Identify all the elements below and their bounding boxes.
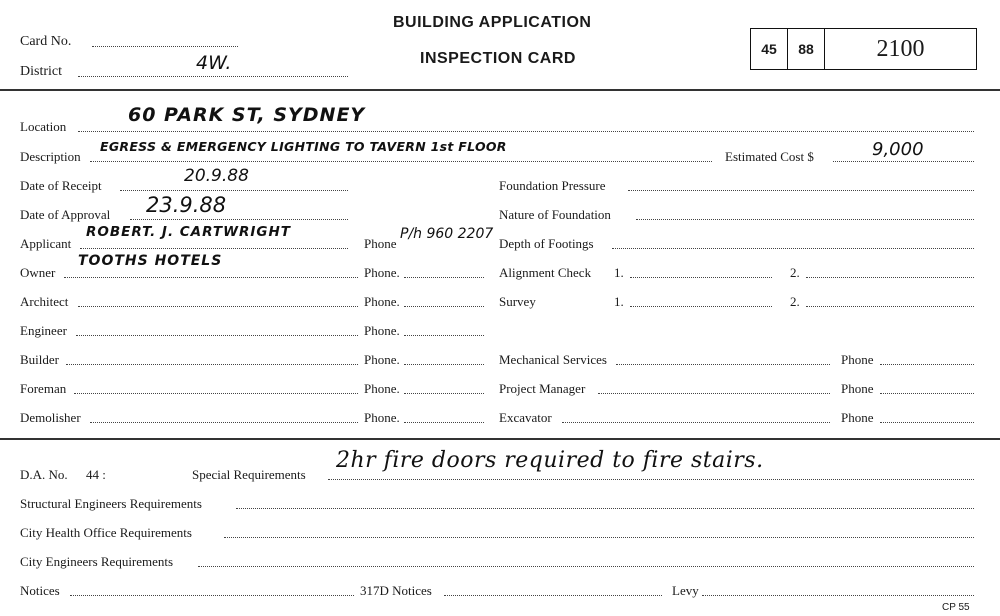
engineer-label: Engineer [20,323,67,338]
builder-phone-field[interactable] [404,364,484,365]
alignment-2-label: 2. [790,265,800,280]
demolisher-phone-label: Phone. [364,410,400,425]
estimated-cost-label: Estimated Cost $ [725,149,814,164]
excavator-field[interactable] [562,422,830,423]
city-engineers-label: City Engineers Requirements [20,554,174,569]
survey-1-label: 1. [614,294,624,309]
applicant-phone-value: P/h 960 2207 [400,226,494,242]
mechanical-label: Mechanical Services [499,352,607,367]
structural-engineers-field[interactable] [236,508,974,509]
mechanical-phone-label: Phone [841,352,874,367]
project-manager-phone-field[interactable] [880,393,974,394]
foundation-pressure-label: Foundation Pressure [499,178,606,193]
special-requirements-value: 2hr fire doors required to fire stairs. [336,448,764,473]
owner-phone-label: Phone. [364,265,400,280]
alignment-check-label: Alignment Check [499,265,592,280]
header-divider [0,89,1000,91]
card-number: 2100 [876,35,925,62]
applicant-field[interactable] [80,248,348,249]
levy-field[interactable] [702,595,974,596]
engineer-phone-label: Phone. [364,323,400,338]
owner-value: TOOTHS HOTELS [78,253,223,269]
excavator-label: Excavator [499,410,552,425]
project-manager-phone-label: Phone [841,381,874,396]
notices-field[interactable] [70,595,354,596]
code-cell-2: 88 [788,29,825,69]
date-approval-field[interactable] [130,219,348,220]
special-requirements-field[interactable] [328,479,974,480]
architect-label: Architect [20,294,69,309]
code-cell-1: 45 [751,29,788,69]
notices-317d-field[interactable] [444,595,662,596]
card-no-label: Card No. [20,34,72,49]
form-title-line1: BUILDING APPLICATION [393,14,592,31]
levy-label: Levy [672,583,699,598]
structural-engineers-label: Structural Engineers Requirements [20,496,202,511]
location-field[interactable] [78,131,974,132]
survey-2-field[interactable] [806,306,974,307]
project-manager-label: Project Manager [499,381,586,396]
district-field[interactable] [78,76,348,77]
da-no-label: D.A. No. [20,467,68,482]
form-title-line2: INSPECTION CARD [420,50,576,67]
architect-phone-label: Phone. [364,294,400,309]
location-value: 60 PARK ST, SYDNEY [128,104,366,126]
nature-foundation-field[interactable] [636,219,974,220]
special-requirements-label: Special Requirements [192,467,306,482]
depth-footings-label: Depth of Footings [499,236,594,251]
mechanical-field[interactable] [616,364,830,365]
foreman-phone-label: Phone. [364,381,400,396]
mechanical-phone-field[interactable] [880,364,974,365]
architect-phone-field[interactable] [404,306,484,307]
applicant-value: ROBERT. J. CARTWRIGHT [86,224,292,240]
location-label: Location [20,119,67,134]
owner-label: Owner [20,265,56,280]
estimated-cost-value: 9,000 [872,139,924,160]
alignment-1-label: 1. [614,265,624,280]
form-code: CP 55 [942,602,970,613]
city-health-label: City Health Office Requirements [20,525,192,540]
applicant-label: Applicant [20,236,72,251]
builder-label: Builder [20,352,59,367]
estimated-cost-field[interactable] [833,161,974,162]
architect-field[interactable] [78,306,358,307]
city-engineers-field[interactable] [198,566,974,567]
date-receipt-field[interactable] [120,190,348,191]
district-value: 4W. [196,52,232,74]
foreman-phone-field[interactable] [404,393,484,394]
card-no-field[interactable] [92,46,238,47]
date-receipt-value: 20.9.88 [184,166,249,186]
excavator-phone-label: Phone [841,410,874,425]
excavator-phone-field[interactable] [880,422,974,423]
notices-317d-label: 317D Notices [360,583,432,598]
project-manager-field[interactable] [598,393,830,394]
engineer-field[interactable] [76,335,358,336]
owner-phone-field[interactable] [404,277,484,278]
demolisher-phone-field[interactable] [404,422,484,423]
foundation-pressure-field[interactable] [628,190,974,191]
engineer-phone-field[interactable] [404,335,484,336]
date-approval-label: Date of Approval [20,207,111,222]
date-approval-value: 23.9.88 [146,193,227,217]
survey-2-label: 2. [790,294,800,309]
demolisher-field[interactable] [90,422,358,423]
city-health-field[interactable] [224,537,974,538]
depth-footings-field[interactable] [612,248,974,249]
notices-label: Notices [20,583,60,598]
district-label: District [20,64,62,79]
card-code-box [750,28,977,70]
da-no-value: 44 : [86,467,106,482]
demolisher-label: Demolisher [20,410,81,425]
alignment-2-field[interactable] [806,277,974,278]
builder-field[interactable] [66,364,358,365]
foreman-field[interactable] [74,393,358,394]
applicant-phone-label: Phone [364,236,397,251]
description-value: EGRESS & EMERGENCY LIGHTING TO TAVERN 1st FLOOR [100,139,507,154]
survey-1-field[interactable] [630,306,772,307]
date-receipt-label: Date of Receipt [20,178,102,193]
alignment-1-field[interactable] [630,277,772,278]
description-label: Description [20,149,81,164]
nature-foundation-label: Nature of Foundation [499,207,611,222]
foreman-label: Foreman [20,381,67,396]
description-field[interactable] [90,161,712,162]
survey-label: Survey [499,294,536,309]
owner-field[interactable] [64,277,358,278]
details-divider [0,438,1000,440]
builder-phone-label: Phone. [364,352,400,367]
